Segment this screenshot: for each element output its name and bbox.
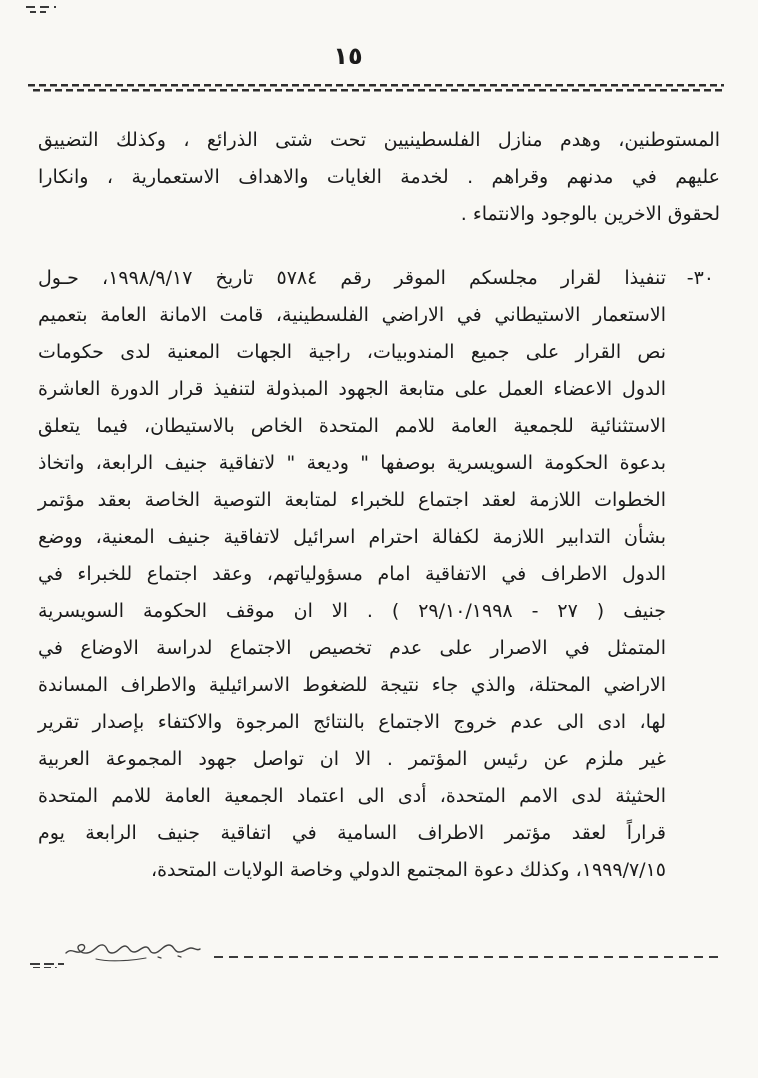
list-item-number: ٣٠- (686, 267, 714, 289)
handwritten-note (62, 938, 212, 968)
document-body (38, 122, 720, 889)
footer-left-dashes (30, 963, 64, 968)
list-item-30 (38, 260, 720, 889)
text-line: تنفيذا لقرار مجلسكم الموقر رقم ٥٧٨٤ تاريخ ١٩٩٨/٩/١٧، حـول (38, 267, 667, 289)
text-line: قراراً لعقد مؤتمر الاطراف السامية في اتفاقية جنيف الرابعة يوم (38, 822, 666, 844)
text-line: الدول الاعضاء العمل على متابعة الجهود المبذولة لتنفيذ قرار الدورة العاشرة (38, 378, 666, 400)
text-line: نص القرار على جميع المندوبيات، راجية الجهات المعنية لدى حكومات (38, 341, 666, 363)
handwritten-signature-icon (62, 938, 212, 964)
text-line: الحثيثة لدى الامم المتحدة، أدى الى اعتماد الجمعية العامة للامم المتحدة (38, 785, 666, 807)
text-line: المتمثل في الاصرار على عدم تخصيص الاجتماع لدراسة الاوضاع في (38, 637, 666, 659)
text-line: الاراضي المحتلة، والذي جاء نتيجة للضغوط الاسرائيلية والاطراف المساندة (38, 674, 666, 696)
text-line: بشأن التدابير اللازمة لكفالة احترام اسرائيل لاتفاقية جنيف المعنية، ووضع (38, 526, 666, 548)
text-line: لها، ادى الى عدم خروج الاجتماع بالنتائج المرجوة والاكتفاء بإصدار تقرير (38, 711, 666, 733)
text-line: الخطوات اللازمة لعقد اجتماع للخبراء لمتابعة التوصية الخاصة بعقد مؤتمر (38, 489, 666, 511)
page-footer (0, 938, 758, 980)
text-line: الدول الاطراف في الاتفاقية امام مسؤولياتهم، وعقد اجتماع للخبراء في (38, 563, 666, 585)
page-number: ١٥ (333, 42, 363, 70)
text-line: ١٩٩٩/٧/١٥، وكذلك دعوة المجتمع الدولي وخاصة الولايات المتحدة، (150, 859, 666, 881)
intro-paragraph (38, 122, 720, 233)
footer-dashed-rule (214, 956, 718, 958)
text-line: بدعوة الحكومة السويسرية بوصفها " وديعة " لاتفاقية جنيف الرابعة، واتخاذ (38, 452, 666, 474)
text-line: الاستثنائية للجمعية العامة للامم المتحدة الخاص بالاستيطان، فيما يتعلق (38, 415, 666, 437)
text-line: المستوطنين، وهدم منازل الفلسطينيين تحت شتى الذرائع ، وكذلك التضييق (38, 129, 720, 151)
header-dashed-rule (28, 84, 724, 92)
text-line: غير ملزم عن رئيس المؤتمر . الا ان تواصل جهود المجموعة العربية (38, 748, 666, 770)
text-line: لحقوق الاخرين بالوجود والانتماء . (460, 203, 720, 225)
text-line: عليهم في مدنهم وقراهم . لخدمة الغايات والاهداف الاستعمارية ، وانكارا (38, 166, 720, 188)
scan-corner-mark (26, 6, 56, 14)
text-line: جنيف ( ٢٧ - ٢٩/١٠/١٩٩٨ ) . الا ان موقف الحكومة السويسرية (38, 600, 666, 622)
list-item-body (38, 260, 666, 889)
text-line: الاستعمار الاستيطاني في الاراضي الفلسطينية، قامت الامانة العامة بتعميم (38, 304, 666, 326)
